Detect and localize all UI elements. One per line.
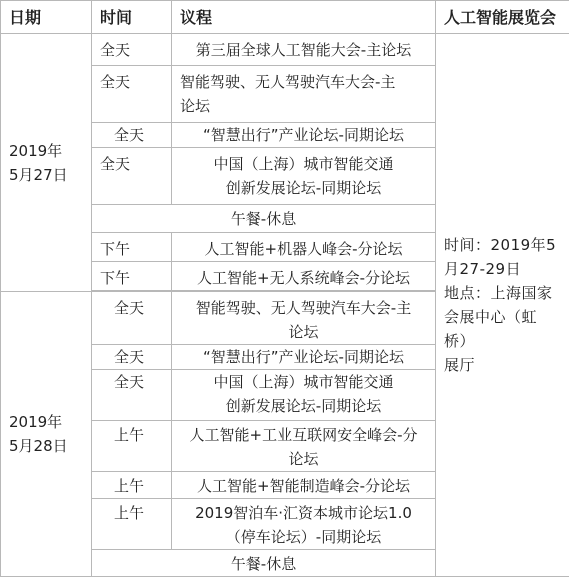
agenda-line: 论坛	[180, 94, 427, 118]
agenda-cell	[172, 499, 436, 550]
time-cell: 上午	[92, 421, 172, 472]
agenda-line: 创新发展论坛-同期论坛	[180, 176, 427, 200]
agenda-cell	[172, 233, 436, 262]
agenda-line: 中国（上海）城市智能交通	[180, 152, 427, 176]
table-row	[1, 34, 569, 66]
agenda-line: （停车论坛）-同期论坛	[180, 525, 427, 549]
date-cell-day2	[1, 292, 92, 577]
time-cell: 全天	[92, 148, 172, 205]
agenda-line: 论坛	[180, 320, 427, 344]
date-cell-day1	[1, 34, 92, 292]
date-day: 5月27日	[9, 163, 83, 187]
agenda-line: “智慧出行”产业论坛-同期论坛	[180, 345, 427, 369]
agenda-line: 人工智能+机器人峰会-分论坛	[180, 237, 427, 261]
agenda-line: 论坛	[180, 447, 427, 471]
agenda-line: “智慧出行”产业论坛-同期论坛	[180, 123, 427, 147]
agenda-line: 2019智泊车·汇资本城市论坛1.0	[180, 501, 427, 525]
agenda-line: 人工智能+无人系统峰会-分论坛	[180, 266, 427, 290]
date-year: 2019年	[9, 139, 83, 163]
agenda-cell	[172, 66, 436, 123]
expo-line: 会展中心（虹	[444, 305, 559, 329]
expo-line: 月27-29日	[444, 257, 559, 281]
time-cell: 全天	[92, 34, 172, 66]
agenda-cell	[172, 292, 436, 345]
agenda-cell	[172, 262, 436, 291]
agenda-cell	[172, 345, 436, 370]
time-cell: 全天	[92, 292, 172, 345]
time-cell: 下午	[92, 262, 172, 291]
time-cell: 全天	[92, 370, 172, 421]
time-cell: 上午	[92, 499, 172, 550]
lunch-break: 午餐-休息	[92, 550, 436, 577]
header-expo: 人工智能展览会	[436, 1, 569, 34]
expo-line: 时间：2019年5	[444, 233, 559, 257]
agenda-line: 智能驾驶、无人驾驶汽车大会-主	[180, 296, 427, 320]
agenda-line: 智能驾驶、无人驾驶汽车大会-主	[180, 70, 427, 94]
agenda-line: 创新发展论坛-同期论坛	[180, 394, 427, 418]
expo-line: 桥）	[444, 329, 559, 353]
agenda-line: 中国（上海）城市智能交通	[180, 370, 427, 394]
agenda-cell	[172, 421, 436, 472]
time-cell: 上午	[92, 472, 172, 499]
date-day: 5月28日	[9, 434, 83, 458]
header-agenda: 议程	[172, 1, 436, 34]
expo-line: 地点：上海国家	[444, 281, 559, 305]
header-row	[1, 1, 569, 34]
agenda-line: 人工智能+智能制造峰会-分论坛	[180, 474, 427, 498]
agenda-line: 第三届全球人工智能大会-主论坛	[180, 38, 427, 62]
agenda-cell	[172, 123, 436, 148]
agenda-line: 人工智能+工业互联网安全峰会-分	[180, 423, 427, 447]
header-date: 日期	[1, 1, 92, 34]
time-cell: 全天	[92, 123, 172, 148]
time-cell: 下午	[92, 233, 172, 262]
agenda-cell	[172, 148, 436, 205]
expo-line: 展厅	[444, 353, 559, 377]
time-cell: 全天	[92, 345, 172, 370]
agenda-cell	[172, 370, 436, 421]
header-time: 时间	[92, 1, 172, 34]
agenda-cell	[172, 34, 436, 66]
agenda-cell	[172, 472, 436, 499]
expo-cell	[436, 34, 569, 577]
time-cell: 全天	[92, 66, 172, 123]
lunch-break: 午餐-休息	[92, 205, 436, 233]
date-year: 2019年	[9, 410, 83, 434]
